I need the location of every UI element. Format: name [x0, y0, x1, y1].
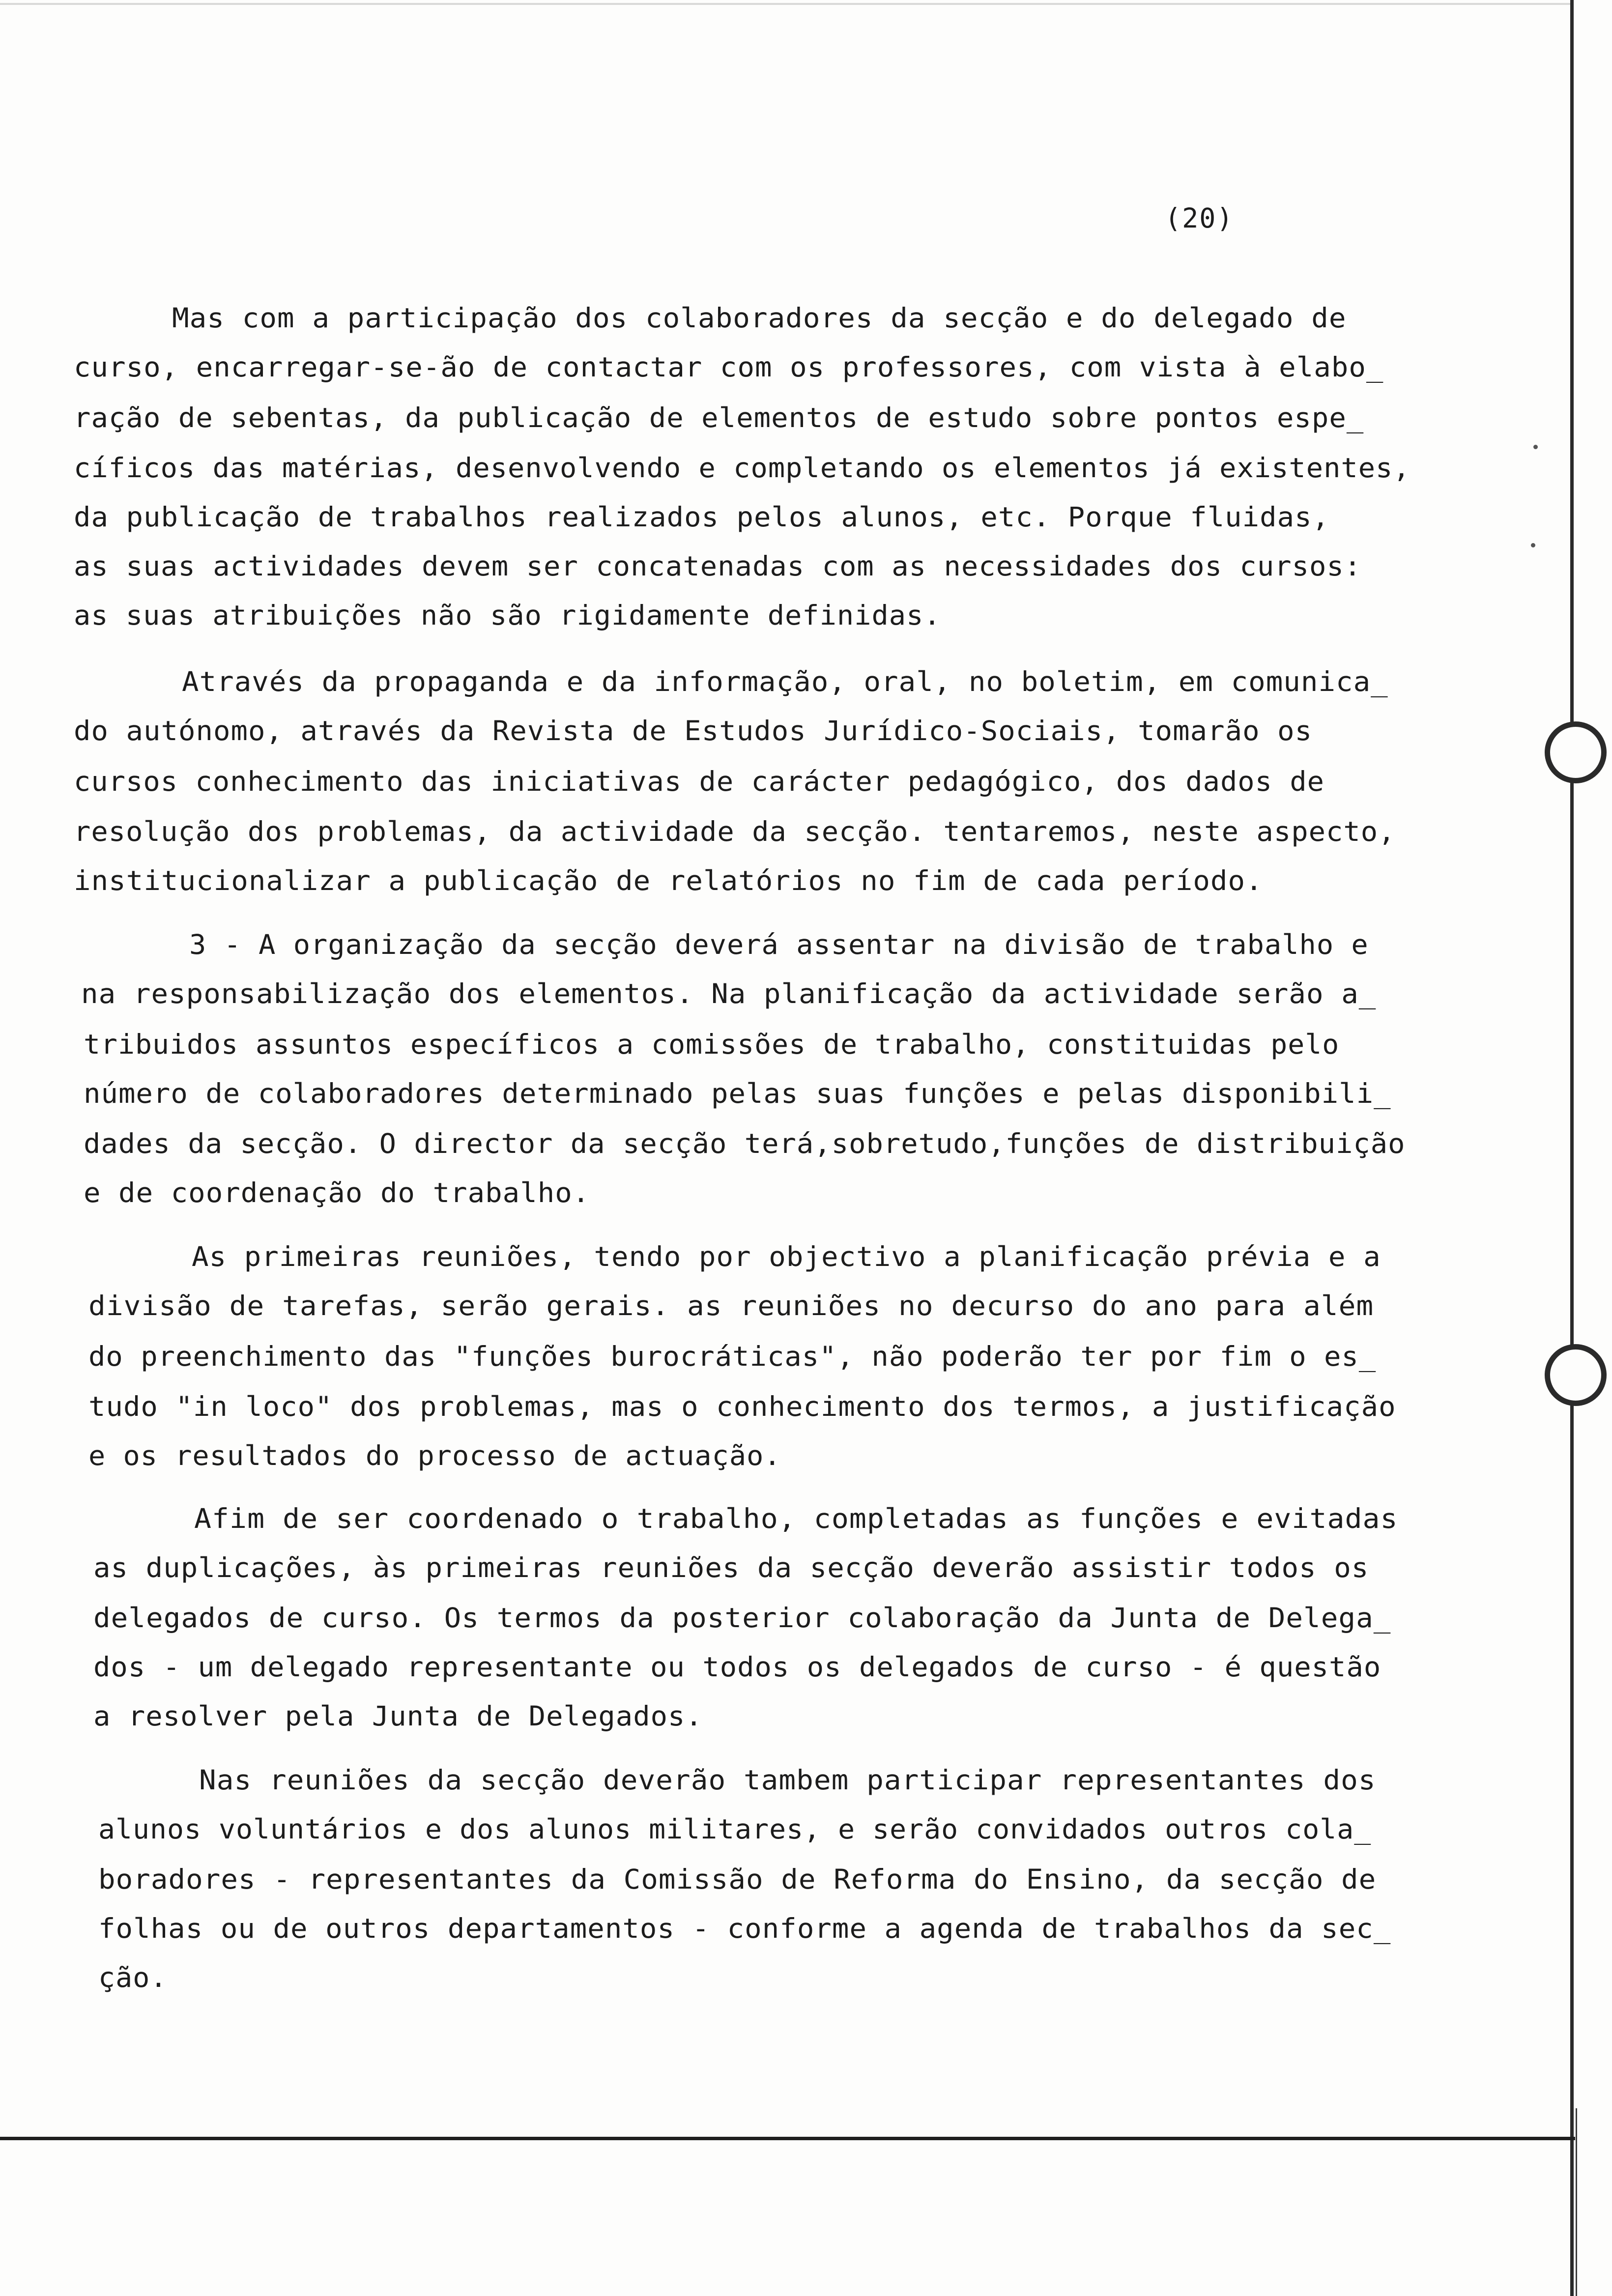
top-edge-rule: [0, 3, 1570, 5]
text-line: delegados de curso. Os termos da posterior colaboração da Junta de Delega_: [93, 1602, 1391, 1634]
margin-speck: [1533, 445, 1538, 449]
text-line: 3 - A organização da secção deverá assentar na divisão de trabalho e: [189, 929, 1369, 960]
text-line: do autónomo, através da Revista de Estudos Jurídico-Sociais, tomarão os: [74, 715, 1313, 746]
binder-hole-icon: [1545, 1344, 1607, 1406]
text-line: as suas actividades devem ser concatenadas com as necessidades dos cursos:: [74, 550, 1362, 582]
text-line: dos - um delegado representante ou todos os delegados de curso - é questão: [93, 1651, 1382, 1683]
text-line: a resolver pela Junta de Delegados.: [93, 1700, 703, 1732]
text-line: Afim de ser coordenado o trabalho, completadas as funções e evitadas: [194, 1503, 1398, 1534]
text-line: as duplicações, às primeiras reuniões da secção deverão assistir todos os: [93, 1552, 1369, 1583]
right-margin-rule: [1570, 0, 1574, 2296]
text-line: as suas atribuições não são rigidamente definidas.: [74, 600, 941, 631]
text-line: da publicação de trabalhos realizados pelos alunos, etc. Porque fluidas,: [74, 501, 1330, 533]
text-line: e os resultados do processo de actuação.: [88, 1440, 781, 1471]
text-line: Através da propaganda e da informação, oral, no boletim, em comunica_: [182, 666, 1388, 697]
text-line: ção.: [98, 1962, 168, 1993]
bottom-rule: [0, 2137, 1575, 2140]
text-line: Mas com a participação dos colaboradores da secção e do delegado de: [172, 302, 1347, 334]
text-line: cíficos das matérias, desenvolvendo e completando os elementos já existentes,: [74, 452, 1410, 484]
text-line: cursos conhecimento das iniciativas de carácter pedagógico, dos dados de: [74, 766, 1325, 797]
text-line: ração de sebentas, da publicação de elementos de estudo sobre pontos espe_: [74, 402, 1364, 433]
text-line: tudo "in loco" dos problemas, mas o conhecimento dos termos, a justificação: [88, 1391, 1396, 1422]
text-line: resolução dos problemas, da actividade da secção. tentaremos, neste aspecto,: [74, 816, 1396, 847]
text-line: na responsabilização dos elementos. Na planificação da actividade serão a_: [81, 978, 1377, 1009]
text-line: Nas reuniões da secção deverão tambem participar representantes dos: [199, 1764, 1376, 1796]
text-line: As primeiras reuniões, tendo por objectivo a planificação prévia e a: [192, 1241, 1381, 1272]
text-line: tribuidos assuntos específicos a comissões de trabalho, constituidas pelo: [84, 1029, 1340, 1060]
text-line: alunos voluntários e dos alunos militares, e serão convidados outros cola_: [98, 1813, 1372, 1845]
text-line: dades da secção. O director da secção terá,sobretudo,funções de distribuição: [84, 1128, 1406, 1159]
text-line: institucionalizar a publicação de relatórios no fim de cada período.: [74, 865, 1263, 896]
text-line: boradores - representantes da Comissão de Reforma do Ensino, da secção de: [98, 1864, 1377, 1895]
text-line: curso, encarregar-se-ão de contactar com os professores, com vista à elabo_: [74, 351, 1384, 383]
text-line: divisão de tarefas, serão gerais. as reuniões no decurso do ano para além: [88, 1290, 1374, 1321]
margin-speck: [1531, 543, 1535, 547]
page-number: (20): [1165, 202, 1234, 234]
text-line: e de coordenação do trabalho.: [84, 1177, 590, 1208]
text-line: do preenchimento das "funções burocráticas", não poderão ter por fim o es_: [88, 1341, 1377, 1372]
binder-hole-icon: [1545, 721, 1607, 783]
text-line: número de colaboradores determinado pelas suas funções e pelas disponibili_: [84, 1078, 1391, 1109]
text-line: folhas ou de outros departamentos - conforme a agenda de trabalhos da sec_: [98, 1913, 1391, 1944]
right-margin-rule-secondary: [1576, 2108, 1577, 2296]
